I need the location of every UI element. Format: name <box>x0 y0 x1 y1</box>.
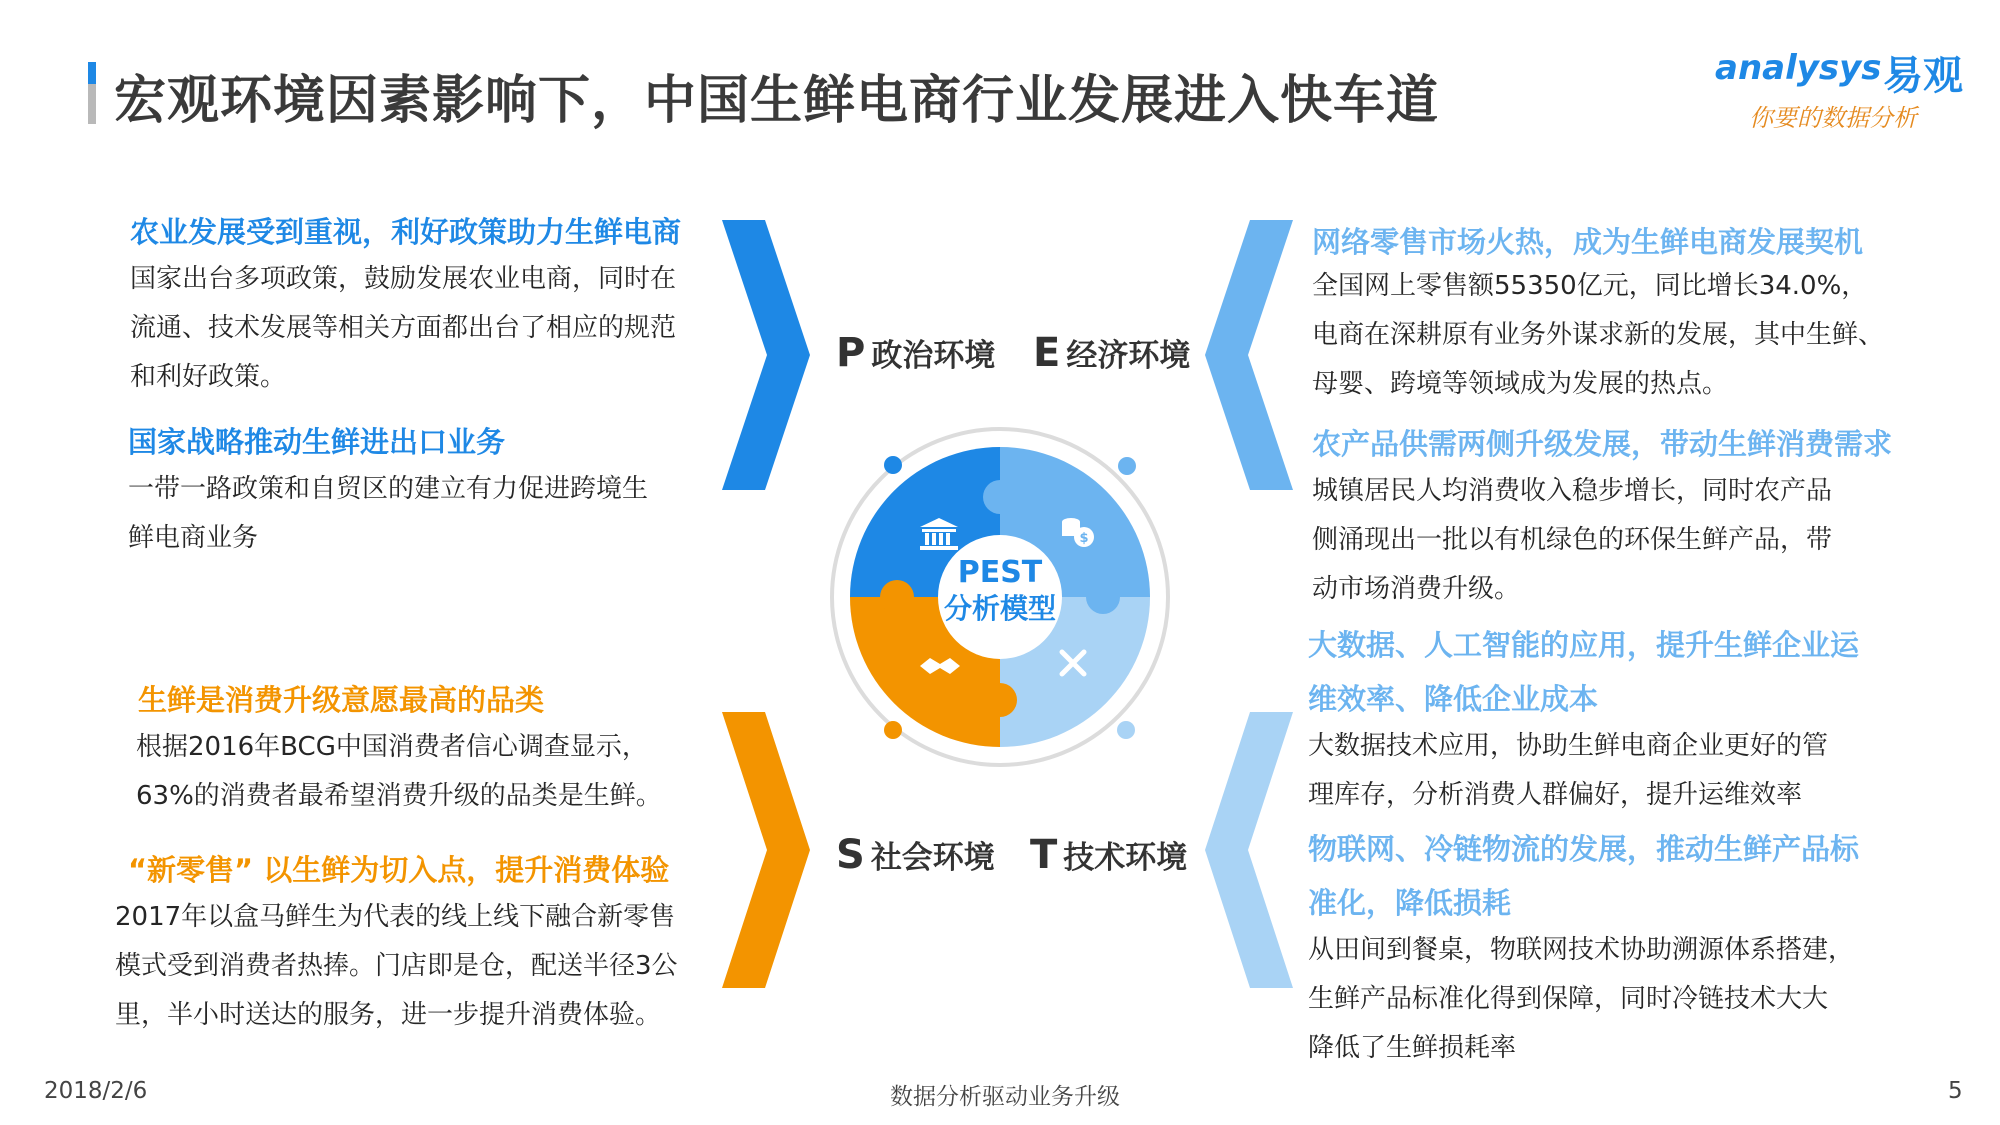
ring-dot-s <box>884 721 902 739</box>
text-line: 动市场消费升级。 <box>1312 574 1521 604</box>
chevron-social <box>722 712 810 988</box>
env-letter-e: E <box>1033 330 1061 376</box>
economic-heading-1: 网络零售市场火热，成为生鲜电商发展契机 <box>1312 225 1864 259</box>
env-text-s: 社会环境 <box>870 840 995 876</box>
env-text-e: 经济环境 <box>1066 338 1191 374</box>
chevron-political <box>722 220 810 490</box>
logo-tagline: 你要的数据分析 <box>1749 104 1917 132</box>
text-line: 侧涌现出一批以有机绿色的环保生鲜产品，带 <box>1312 525 1833 555</box>
text-line: 模式受到消费者热捧。门店即是仓，配送半径3公 <box>115 951 678 981</box>
text-line: 电商在深耕原有业务外谋求新的发展，其中生鲜、 <box>1312 320 1885 350</box>
political-heading-1: 农业发展受到重视，利好政策助力生鲜电商 <box>130 215 682 249</box>
footer-date: 2018/2/6 <box>44 1078 148 1104</box>
chevron-tech <box>1205 712 1293 988</box>
pest-center-label <box>940 555 1060 627</box>
puzzle-knob-right <box>1086 580 1120 614</box>
puzzle-knob-top <box>983 480 1017 514</box>
logo-cn-text: 易观 <box>1883 53 1963 99</box>
text-line: 降低了生鲜损耗率 <box>1308 1033 1517 1063</box>
svg-text:$: $ <box>1079 531 1089 546</box>
text-line: 准化，降低损耗 <box>1308 886 1512 920</box>
text-line: 和利好政策。 <box>130 362 287 392</box>
text-line: 从田间到餐桌，物联网技术协助溯源体系搭建， <box>1308 935 1855 965</box>
chevron-economic <box>1205 220 1293 490</box>
puzzle-knob-bottom <box>983 683 1017 717</box>
text-line: 63%的消费者最希望消费升级的品类是生鲜。 <box>136 781 662 811</box>
political-body-2 <box>128 465 648 563</box>
social-heading-2: “新零售” 以生鲜为切入点，提升消费体验 <box>128 853 670 887</box>
pest-subtitle: 分析模型 <box>943 592 1056 625</box>
env-label-economic <box>1033 330 1190 376</box>
social-body-1 <box>136 723 662 821</box>
economic-body-1 <box>1312 262 1884 409</box>
text-line: 大数据技术应用，协助生鲜电商企业更好的管 <box>1308 731 1829 761</box>
page-number: 5 <box>1948 1078 1963 1104</box>
text-line: 母婴、跨境等领域成为发展的热点。 <box>1312 369 1729 399</box>
env-letter-s: S <box>836 832 865 878</box>
text-line: 根据2016年BCG中国消费者信心调查显示， <box>136 732 648 762</box>
text-line: 国家出台多项政策，鼓励发展农业电商，同时在 <box>130 264 677 294</box>
economic-heading-2: 农产品供需两侧升级发展，带动生鲜消费需求 <box>1312 427 1893 461</box>
text-line: 城镇居民人均消费收入稳步增长，同时农产品 <box>1312 476 1833 506</box>
text-line: 大数据、人工智能的应用，提升生鲜企业运 <box>1308 628 1860 662</box>
env-letter-t: T <box>1030 832 1058 878</box>
env-label-social <box>836 832 995 878</box>
pest-title: PEST <box>957 555 1043 590</box>
ring-dot-t <box>1117 721 1135 739</box>
text-line: 维效率、降低企业成本 <box>1308 682 1599 716</box>
text-line: 全国网上零售额55350亿元，同比增长34.0%， <box>1312 271 1868 301</box>
text-line: 2017年以盒马鲜生为代表的线上线下融合新零售 <box>115 902 676 932</box>
political-heading-2: 国家战略推动生鲜进出口业务 <box>128 425 506 459</box>
text-line: 鲜电商业务 <box>128 523 259 553</box>
economic-body-2 <box>1312 467 1832 614</box>
ring-dot-p <box>884 456 902 474</box>
ring-dot-e <box>1118 457 1136 475</box>
logo-en-text: analysys <box>1715 48 1882 88</box>
env-label-tech <box>1030 832 1187 878</box>
text-line: 里，半小时送达的服务，进一步提升消费体验。 <box>115 1000 662 1030</box>
text-line: 一带一路政策和自贸区的建立有力促进跨境生 <box>128 474 649 504</box>
text-line: 理库存，分析消费人群偏好，提升运维效率 <box>1308 780 1803 810</box>
tech-heading-1 <box>1308 618 1859 726</box>
social-body-2 <box>115 893 678 1040</box>
tech-body-2 <box>1308 926 1854 1073</box>
page-title: 宏观环境因素影响下，中国生鲜电商行业发展进入快车道 <box>114 71 1440 131</box>
social-heading-1: 生鲜是消费升级意愿最高的品类 <box>138 683 545 717</box>
tech-body-1 <box>1308 722 1828 820</box>
tech-heading-2 <box>1308 822 1859 930</box>
footer-center-text: 数据分析驱动业务升级 <box>890 1084 1120 1110</box>
env-text-p: 政治环境 <box>871 338 996 374</box>
text-line: 流通、技术发展等相关方面都出台了相应的规范 <box>130 313 677 343</box>
env-label-political <box>836 330 995 376</box>
text-line: 物联网、冷链物流的发展，推动生鲜产品标 <box>1308 832 1860 866</box>
political-body-1 <box>130 255 676 402</box>
env-letter-p: P <box>836 330 866 376</box>
text-line: 生鲜产品标准化得到保障，同时冷链技术大大 <box>1308 984 1829 1014</box>
puzzle-knob-left <box>880 580 914 614</box>
env-text-t: 技术环境 <box>1063 840 1188 876</box>
